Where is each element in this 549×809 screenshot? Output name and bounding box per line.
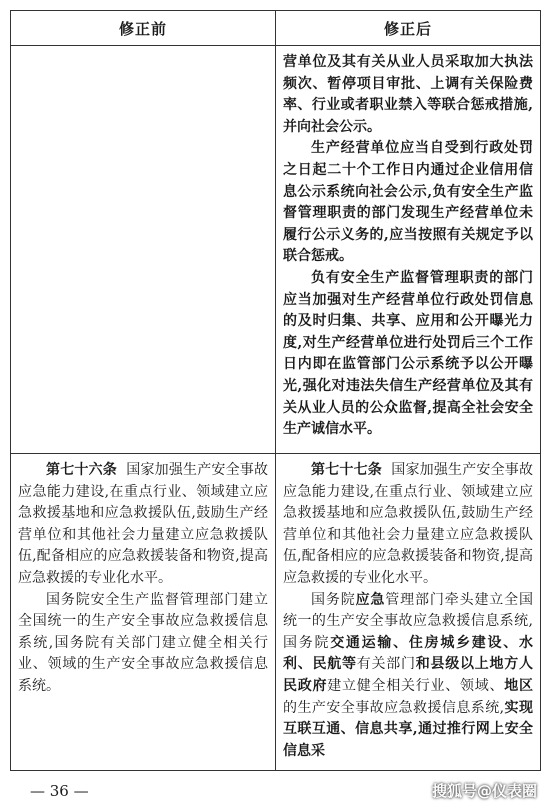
article-text: 国家加强生产安全事故应急能力建设,在重点行业、领域建立应急救援基地和应急救援队伍,鼓励生产经营单位和其他社会力量建立应急救援队伍,配备相应的应急救援装备和物资,提高应急救援的专业化水平。 <box>283 462 534 586</box>
paragraph <box>283 590 533 763</box>
amended-text: 地区 <box>504 677 533 694</box>
amended-text: 实现互联互通、信息共享,通过推行网上安全信息采 <box>283 699 533 759</box>
comparison-table <box>10 10 541 771</box>
table-header-row <box>11 11 541 46</box>
row1-after-cell <box>276 46 541 454</box>
row1-before-cell <box>11 46 276 454</box>
paragraph <box>283 460 533 590</box>
amended-text: 交通运输、住房城乡建设、水利、民航等 <box>283 634 534 673</box>
text-span: 管理部门牵头建立全国统一的生产安全事故应急救援信息系统,国务院 <box>283 591 534 651</box>
paragraph <box>18 460 268 590</box>
text-span: 的生产安全事故应急救援信息系统, <box>283 699 505 716</box>
header-before: 修正前 <box>11 11 276 46</box>
page-number: — 36 — <box>30 782 89 800</box>
article-number: 第七十七条 <box>311 462 382 478</box>
text-span: 国务院 <box>311 591 356 608</box>
paragraph: 国务院安全生产监督管理部门建立全国统一的生产安全事故应急救援信息系统,国务院有关部门建立健全相关行业、领域的生产安全事故应急救援信息系统。 <box>18 591 268 694</box>
page-footer <box>0 778 549 809</box>
paragraph: 负有安全生产监督管理职责的部门应当加强对生产经营单位行政处罚信息的及时归集、共享、应用和公开曝光力度,对生产经营单位进行处罚后三个工作日内即在监管部门公示系统予以公开曝光,强化对违法失信生产经营单位及其有关从业人员的公众监督,提高全社会安全生产诚信水平。 <box>283 269 533 438</box>
row2-before-cell <box>11 454 276 771</box>
paragraph: 生产经营单位应当自受到行政处罚之日起二十个工作日内通过企业信用信息公示系统向社会公示,负有安全生产监督管理职责的部门发现生产经营单位未履行公示义务的,应当按照有关规定予以联合惩戒。 <box>283 140 533 265</box>
document-page <box>10 10 540 771</box>
text-span: 建立健全相关行业、领域、 <box>327 677 505 694</box>
text-span: 有关部门 <box>356 656 416 673</box>
table-row <box>11 46 541 454</box>
paragraph: 营单位及其有关从业人员采取加大执法频次、暂停项目审批、上调有关保险费率、行业或者职业禁入等联合惩戒措施,并向社会公示。 <box>283 54 533 135</box>
watermark: 搜狐号@仪表圈 <box>431 782 537 800</box>
amended-text: 应急 <box>355 591 386 608</box>
amended-text: 和县级以上地方人民政府 <box>283 656 533 694</box>
article-number: 第七十六条 <box>46 462 117 478</box>
article-text: 国家加强生产安全事故应急能力建设,在重点行业、领域建立应急救援基地和应急救援队伍,鼓励生产经营单位和其他社会力量建立应急救援队伍,配备相应的应急救援装备和物资,提高应急救援的专业化水平。 <box>18 462 269 586</box>
row2-after-cell <box>276 454 541 771</box>
header-after: 修正后 <box>276 11 541 46</box>
table-row <box>11 454 541 771</box>
